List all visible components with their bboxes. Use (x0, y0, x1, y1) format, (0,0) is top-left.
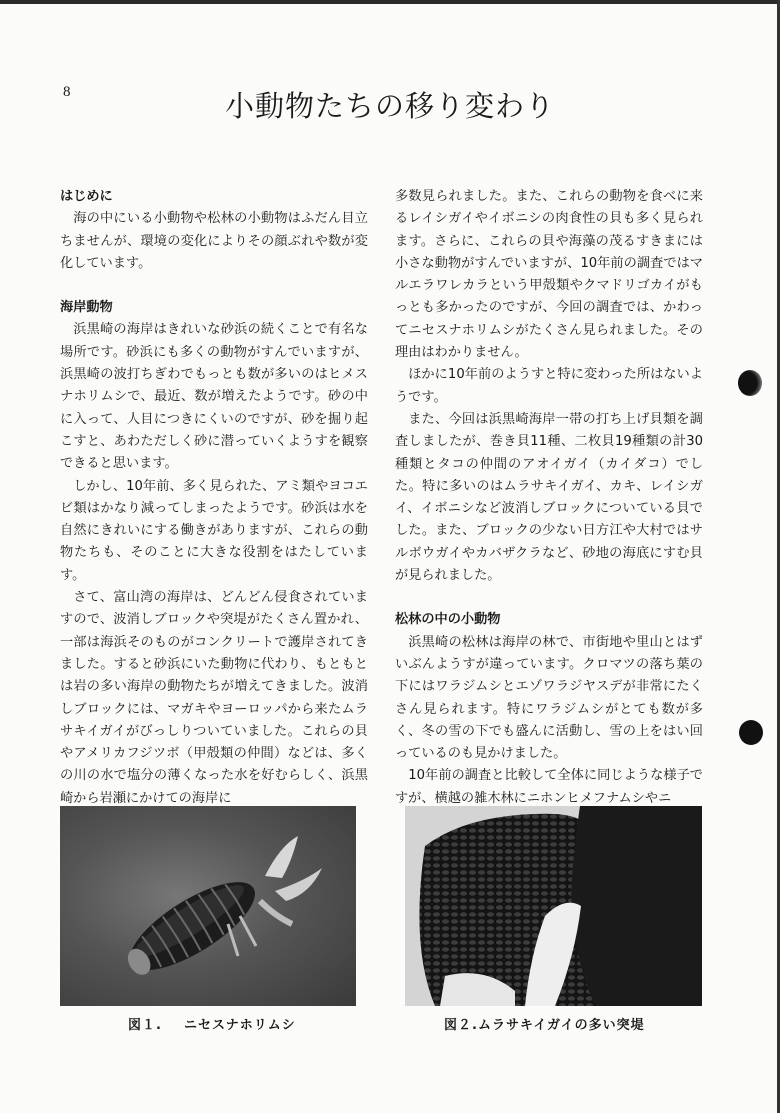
section-heading: 海岸動物 (60, 300, 113, 316)
right-column (395, 186, 703, 810)
body-paragraph: 浜黒崎の海岸はきれいな砂浜の続くことで有名な場所です。砂浜にも多くの動物がすんでいますが、浜黒崎の波打ちぎわでもっとも数が多いのはヒメスナホリムシで、最近、数が増えたようです。砂の中に入って、人目につきにくいのですが、砂を掘り起こすと、あわただしく砂に潜っていくようすを観察できると思います。 (60, 322, 368, 472)
page-number: 8 (63, 84, 71, 100)
figure-2-photo (405, 806, 702, 1006)
figure-2-caption-text: ムラサキイガイの多い突堤 (477, 1018, 645, 1033)
breakwater-illustration (405, 806, 702, 1006)
figure-1-caption (128, 1014, 296, 1033)
body-paragraph: また、今回は浜黒崎海岸一帯の打ち上げ貝類を調査しましたが、巻き貝11種、二枚貝19種類の計30種類とタコの仲間のアオイガイ（カイダコ）でした。特に多いのはムラサキイガイ、カキ、レイシガイ、イボニシなど波消しブロックについている貝でした。また、ブロックの少ない日方江や大村ではサルボウガイやカバザクラなど、砂地の海底にすむ貝が見られました。 (395, 411, 703, 584)
binder-hole-mark (738, 370, 762, 396)
body-paragraph: 多数見られました。また、これらの動物を食べに来るレイシガイやイボニシの肉食性の貝も多く見られます。さらに、これらの貝や海藻の茂るすきまには小さな動物がすんでいますが、10年前の調査ではマルエラワレカラという甲殻類やクマドリゴカイがもっとも多かったのですが、今回の調査では、かわってニセスナホリムシがたくさん見られました。その理由はわかりません。 (395, 189, 703, 361)
binder-hole-mark (739, 720, 763, 745)
figure-1-photo (60, 806, 356, 1006)
body-paragraph: さて、富山湾の海岸は、どんどん侵食されていますので、波消しブロックや突堤がたくさん置かれ、一部は海浜そのものがコンクリートで護岸されてきました。すると砂浜にいた動物に代わり、もともとは岩の多い海岸の動物たちが増えてきました。波消しブロックには、マガキやヨーロッパから来たムラサキイガイがびっしりついていました。これらの貝やアメリカフジツボ（甲殻類の仲間）などは、多くの川の水で塩分の薄くなった水を好むらしく、浜黒崎から岩瀬にかけての海岸に (60, 590, 368, 806)
page-title: 小動物たちの移り変わり (224, 89, 555, 123)
body-paragraph: ほかに10年前のようすと特に変わった所はないようです。 (395, 367, 703, 405)
isopod-illustration (60, 806, 356, 1006)
figure-1-number: 図１. (128, 1018, 162, 1033)
figure-2-caption (444, 1014, 645, 1033)
section-spacer (395, 587, 703, 609)
page-top-edge (0, 0, 780, 4)
section-heading: はじめに (60, 189, 113, 204)
figure-1-caption-text: ニセスナホリムシ (183, 1018, 296, 1033)
section-heading: 松林の中の小動物 (395, 612, 501, 628)
figure-2-number: 図２. (444, 1018, 478, 1033)
left-column (60, 186, 368, 810)
body-paragraph: しかし、10年前、多く見られた、アミ類やヨコエビ類はかなり減ってしまったようです。砂浜は水を自然にきれいにする働きがありますが、これらの動物たちも、そのことに大きな役割をはたしています。 (60, 478, 368, 583)
section-spacer (60, 275, 368, 297)
body-paragraph: 海の中にいる小動物や松林の小動物はふだん目立ちませんが、環境の変化によりその顔ぶれや数が変化しています。 (60, 211, 368, 271)
body-paragraph: 10年前の調査と比較して全体に同じような様子ですが、横越の雑木林にニホンヒメフナムシやニ (395, 768, 703, 806)
body-paragraph: 浜黒崎の松林は海岸の林で、市街地や里山とはずいぶんようすが違っています。クロマツの落ち葉の下にはワラジムシとエゾワラジヤスデが非常にたくさん見られます。特にワラジムシがとても数が多く、冬の雪の下でも盛んに活動し、雪の上をはい回っているのも見かけました。 (395, 634, 703, 762)
